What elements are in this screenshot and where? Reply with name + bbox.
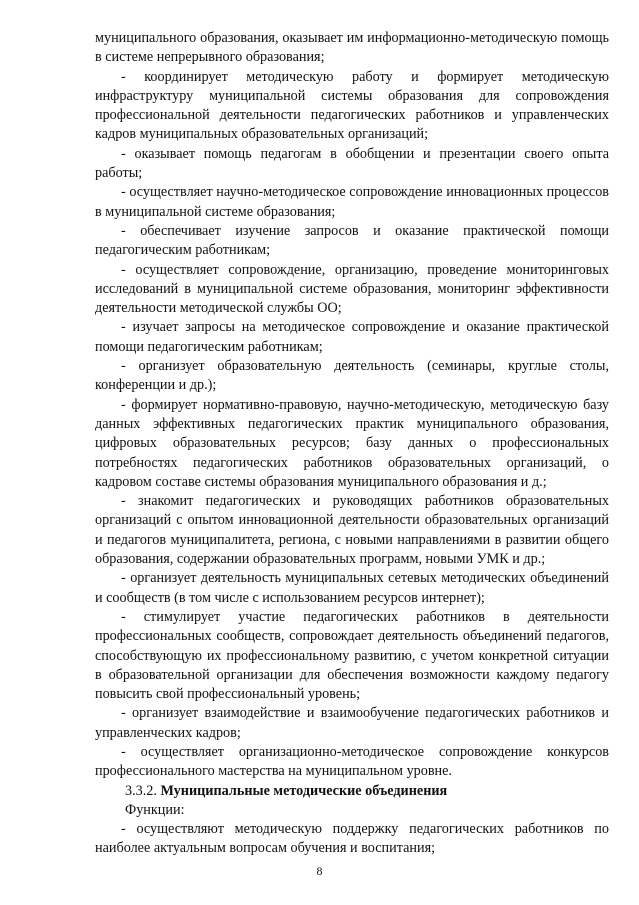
paragraph: - оказывает помощь педагогам в обобщении и презентации своего опыта работы; [95,145,609,182]
paragraph: - организует деятельность муниципальных сетевых методических объединений и сообществ (в том числе с использованием ресурсов интернет); [95,570,609,606]
paragraph: - организует взаимодействие и взаимообучение педагогических работников и управленческих кадров; [95,705,609,741]
paragraph: - осуществляет организационно-методическое сопровождение конкурсов профессионального мастерства на муниципальном уровне. [95,743,609,780]
paragraph: - осуществляют методическую поддержку педагогических работников по наиболее актуальным вопросам обучения и воспитания; [95,821,609,857]
paragraph: - изучает запросы на методическое сопровождение и оказание практической помощи педагогическим работникам; [95,319,609,355]
paragraph: - координирует методическую работу и формирует методическую инфраструктуру муниципальной системы образования для сопровождения профессиональной деятельности педагогических работников и управленческих кадров муниципальных образовательных организаций; [95,68,609,143]
section-number: 3.3.2. [125,782,157,799]
paragraph: - обеспечивает изучение запросов и оказание практической помощи педагогическим работникам; [95,222,609,259]
page-number: 8 [316,864,323,878]
paragraph: - осуществляет научно-методическое сопровождение инновационных процессов в муниципальной системе образования; [95,184,609,220]
section-title: Муниципальные методические объединения [160,782,448,799]
paragraph: - знакомит педагогических и руководящих работников образовательных организаций с опытом инновационной деятельности образовательных организаций и педагогов муниципалитета, региона, с новыми направлениями в развитии общего образования, содержании образовательных программ, новыми УМК и др.; [95,493,609,568]
document-page [95,29,609,859]
paragraph: - организует образовательную деятельность (семинары, круглые столы, конференции и др.); [95,358,609,394]
paragraph: муниципального образования, оказывает им информационно-методическую помощь в системе непрерывного образования; [95,30,609,66]
paragraph: - стимулирует участие педагогических работников в деятельности профессиональных сообществ, сопровождает деятельность объединений педагогов, способствующую их профессиональному развитию, с учетом конкретной ситуации в образовательной организации для обеспечения возможности каждому педагогу повысить свой профессиональный уровень; [95,608,609,703]
paragraph: - осуществляет сопровождение, организацию, проведение мониторинговых исследований в муниципальной системе образования, мониторинг эффективности деятельности методической службы ОО; [95,261,609,317]
paragraph: - формирует нормативно-правовую, научно-методическую, методическую базу данных эффективных педагогических практик муниципального образования, цифровых образовательных ресурсов; базу данных о профессиональных потребностях педагогических работников образовательных организаций, о кадровом составе системы образования муниципального образования и д.; [95,396,609,490]
functions-label: Функции: [125,801,185,818]
section-heading [95,782,609,801]
